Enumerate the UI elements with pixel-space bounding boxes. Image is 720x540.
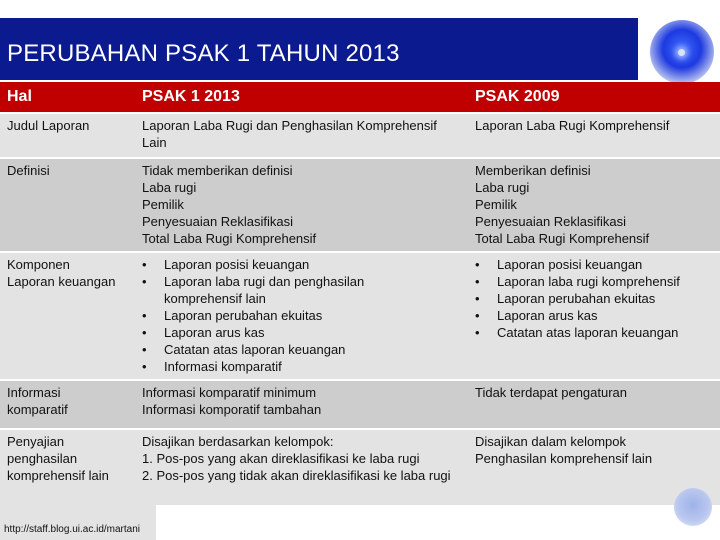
header-psak-2013: PSAK 1 2013	[135, 82, 468, 113]
cell-psak-2009: Memberikan definisi Laba rugi Pemilik Penyesuaian Reklasifikasi Total Laba Rugi Komprehensif	[468, 158, 720, 252]
list-item: • Informasi komparatif	[142, 359, 282, 374]
table-row	[0, 252, 720, 380]
decorative-orb-icon	[650, 20, 714, 84]
cell-psak-2013: Disajikan berdasarkan kelompok: 1. Pos-pos yang akan direklasifikasi ke laba rugi 2. Pos-pos yang tidak akan direklasifikasi ke laba rugi	[135, 429, 468, 506]
cell-hal: Definisi	[0, 158, 135, 252]
table-row	[0, 429, 720, 506]
list-item: • Laporan posisi keuangan	[475, 257, 643, 272]
cell-psak-2013: Informasi komparatif minimum Informasi komporatif tambahan	[135, 380, 468, 429]
table-header-row	[0, 82, 720, 113]
cell-psak-2009: Disajikan dalam kelompok Penghasilan komprehensif lain	[468, 429, 720, 506]
cell-hal: Penyajian penghasilan komprehensif lain	[0, 429, 135, 506]
cell-hal: Informasi komparatif	[0, 380, 135, 429]
cell-psak-2013	[135, 252, 468, 380]
cell-psak-2009: Laporan Laba Rugi Komprehensif	[468, 113, 720, 158]
list-item: • Laporan perubahan ekuitas	[142, 308, 323, 323]
list-item: • Laporan posisi keuangan	[142, 257, 310, 272]
list-item: • Laporan laba rugi komprehensif	[475, 274, 680, 289]
list-item: • Catatan atas laporan keuangan	[475, 325, 679, 340]
cell-psak-2013: Tidak memberikan definisi Laba rugi Pemilik Penyesuaian Reklasifikasi Total Laba Rugi Komprehensif	[135, 158, 468, 252]
comparison-table	[0, 82, 720, 507]
page-title: PERUBAHAN PSAK 1 TAHUN 2013	[7, 40, 400, 67]
cell-hal: Judul Laporan	[0, 113, 135, 158]
table-row	[0, 113, 720, 158]
table-row	[0, 380, 720, 429]
list-item: • Laporan arus kas	[142, 325, 265, 340]
cell-hal: Komponen Laporan keuangan	[0, 252, 135, 380]
list-item: • Catatan atas laporan keuangan	[142, 342, 346, 357]
list-item: • Laporan arus kas	[475, 308, 598, 323]
cell-psak-2009: Tidak terdapat pengaturan	[468, 380, 720, 429]
decorative-orb-small-icon	[674, 488, 712, 526]
footer-url: http://staff.blog.ui.ac.id/martani	[4, 524, 141, 535]
list-item: • Laporan perubahan ekuitas	[475, 291, 656, 306]
list-item: • Laporan laba rugi dan penghasilan komprehensif lain	[142, 274, 365, 306]
table-row	[0, 158, 720, 252]
header-psak-2009: PSAK 2009	[468, 82, 720, 113]
header-hal: Hal	[0, 82, 135, 113]
cell-psak-2009	[468, 252, 720, 380]
cell-psak-2013: Laporan Laba Rugi dan Penghasilan Komprehensif Lain	[135, 113, 468, 158]
